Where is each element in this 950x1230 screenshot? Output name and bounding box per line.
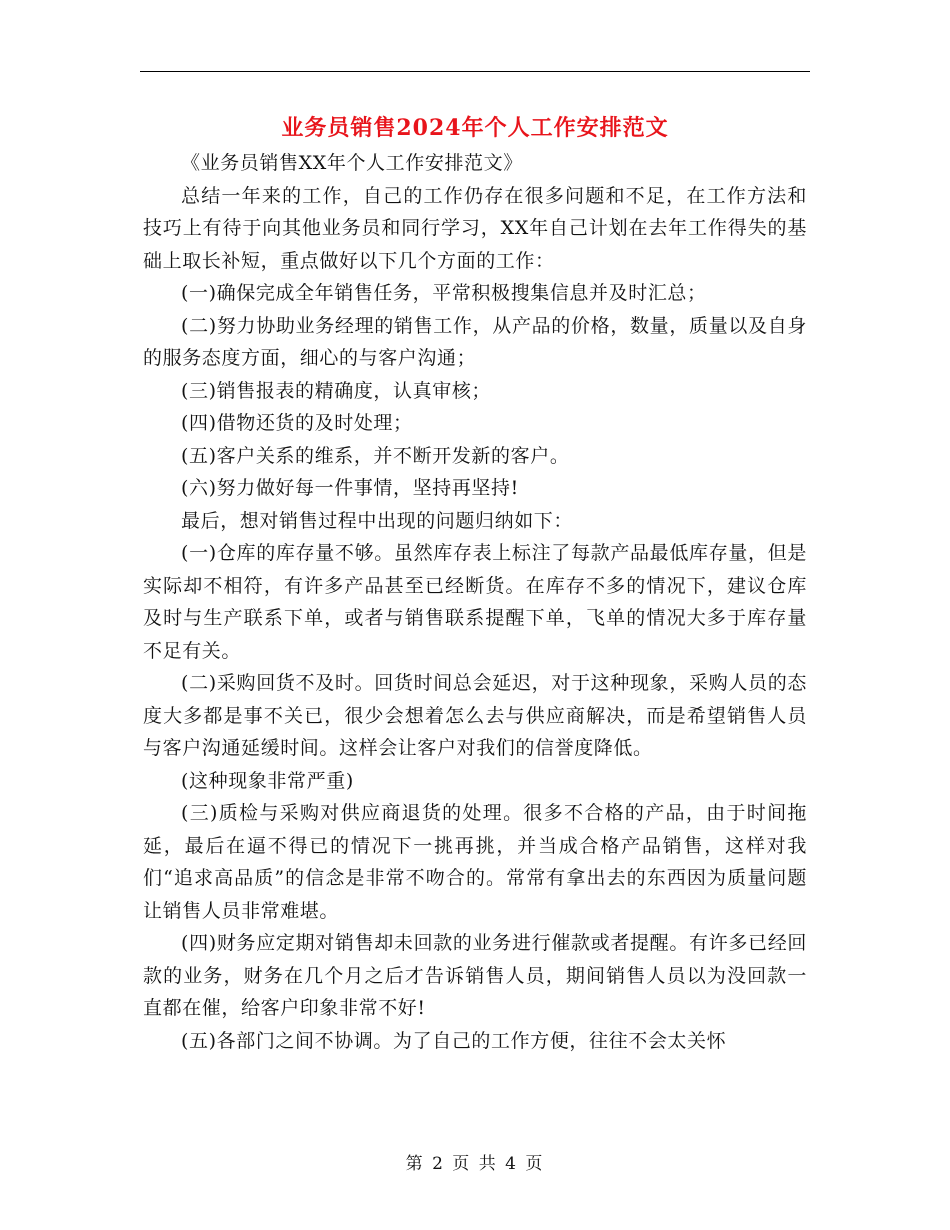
document-title: 业务员销售2024年个人工作安排范文 xyxy=(281,115,669,141)
page-number: 第 2 页 共 4 页 xyxy=(405,1154,545,1174)
paragraph: (二)采购回货不及时。回货时间总会延迟，对于这种现象，采购人员的态度大多都是事不关已，很少会想着怎么去与供应商解决，而是希望销售人员与客户沟通延缓时间。这样会让客户对我们的信誉度降低。 xyxy=(143,672,807,759)
document-body xyxy=(143,147,807,1057)
paragraph: 总结一年来的工作，自己的工作仍存在很多问题和不足，在工作方法和技巧上有待于向其他业务员和同行学习，XX年自己计划在去年工作得失的基础上取长补短，重点做好以下几个方面的工作： xyxy=(143,184,807,272)
paragraph: (这种现象非常严重) xyxy=(181,769,354,792)
paragraph: (三)质检与采购对供应商退货的处理。很多不合格的产品，由于时间拖延，最后在逼不得已的情况下一挑再挑，并当成合格产品销售，这样对我们“追求高品质”的信念是非常不吻合的。常常有拿出去的东西因为质量问题让销售人员非常难堪。 xyxy=(143,802,807,922)
paragraph: (六)努力做好每一件事情，坚持再坚持! xyxy=(181,477,519,499)
paragraph: (一)仓库的库存量不够。虽然库存表上标注了每款产品最低库存量，但是实际却不相符，有许多产品甚至已经断货。在库存不多的情况下，建议仓库及时与生产联系下单，或者与销售联系提醒下单，飞单的情况大多于库存量不足有关。 xyxy=(143,542,807,662)
paragraph: (五)各部门之间不协调。为了自己的工作方便，往往不会太关怀 xyxy=(181,1029,727,1052)
paragraph: 最后，想对销售过程中出现的问题归纳如下： xyxy=(181,509,574,532)
paragraph: (三)销售报表的精确度，认真审核； xyxy=(181,379,492,402)
paragraph: (二)努力协助业务经理的销售工作，从产品的价格，数量，质量以及自身的服务态度方面，细心的与客户沟通； xyxy=(143,314,807,369)
paragraph: 《业务员销售XX年个人工作安排范文》 xyxy=(181,152,523,174)
paragraph: (四)借物还货的及时处理； xyxy=(181,412,413,434)
paragraph: (四)财务应定期对销售却未回款的业务进行催款或者提醒。有许多已经回款的业务，财务在几个月之后才告诉销售人员，期间销售人员以为没回款一直都在催，给客户印象非常不好! xyxy=(143,932,807,1019)
paragraph: (五)客户关系的维系，并不断开发新的客户。 xyxy=(181,444,570,467)
paragraph: (一)确保完成全年销售任务，平常积极搜集信息并及时汇总； xyxy=(181,282,707,304)
header-rule xyxy=(140,71,810,72)
